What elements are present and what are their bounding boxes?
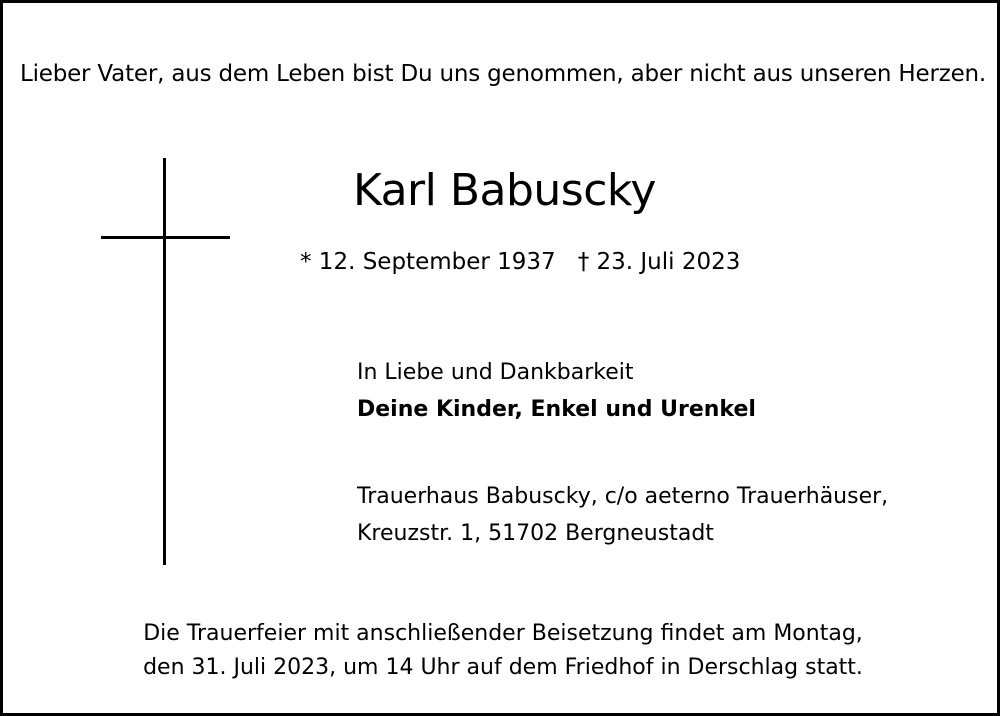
address-line-2: Kreuzstr. 1, 51702 Bergneustadt <box>357 521 714 546</box>
address-line-1: Trauerhaus Babuscky, c/o aeterno Trauerhäuser, <box>357 484 889 509</box>
life-dates <box>300 249 740 275</box>
birth-date: * 12. September 1937 <box>300 249 556 275</box>
ceremony-line-1: Die Trauerfeier mit anschließender Beisetzung findet am Montag, <box>143 621 863 646</box>
mourners-block <box>357 354 756 428</box>
motto-text: Lieber Vater, aus dem Leben bist Du uns genommen, aber nicht aus unseren Herzen. <box>19 61 987 87</box>
mourners-names: Deine Kinder, Enkel und Urenkel <box>357 397 756 422</box>
cross-horizontal-bar <box>101 236 230 239</box>
address-block <box>357 478 888 552</box>
ceremony-line-2: den 31. Juli 2023, um 14 Uhr auf dem Friedhof in Derschlag statt. <box>143 655 863 680</box>
death-date: † 23. Juli 2023 <box>577 249 741 275</box>
deceased-name: Karl Babuscky <box>353 165 656 216</box>
cross-vertical-bar <box>163 158 166 565</box>
ceremony-text <box>3 617 1000 685</box>
mourners-intro: In Liebe und Dankbarkeit <box>357 360 634 385</box>
